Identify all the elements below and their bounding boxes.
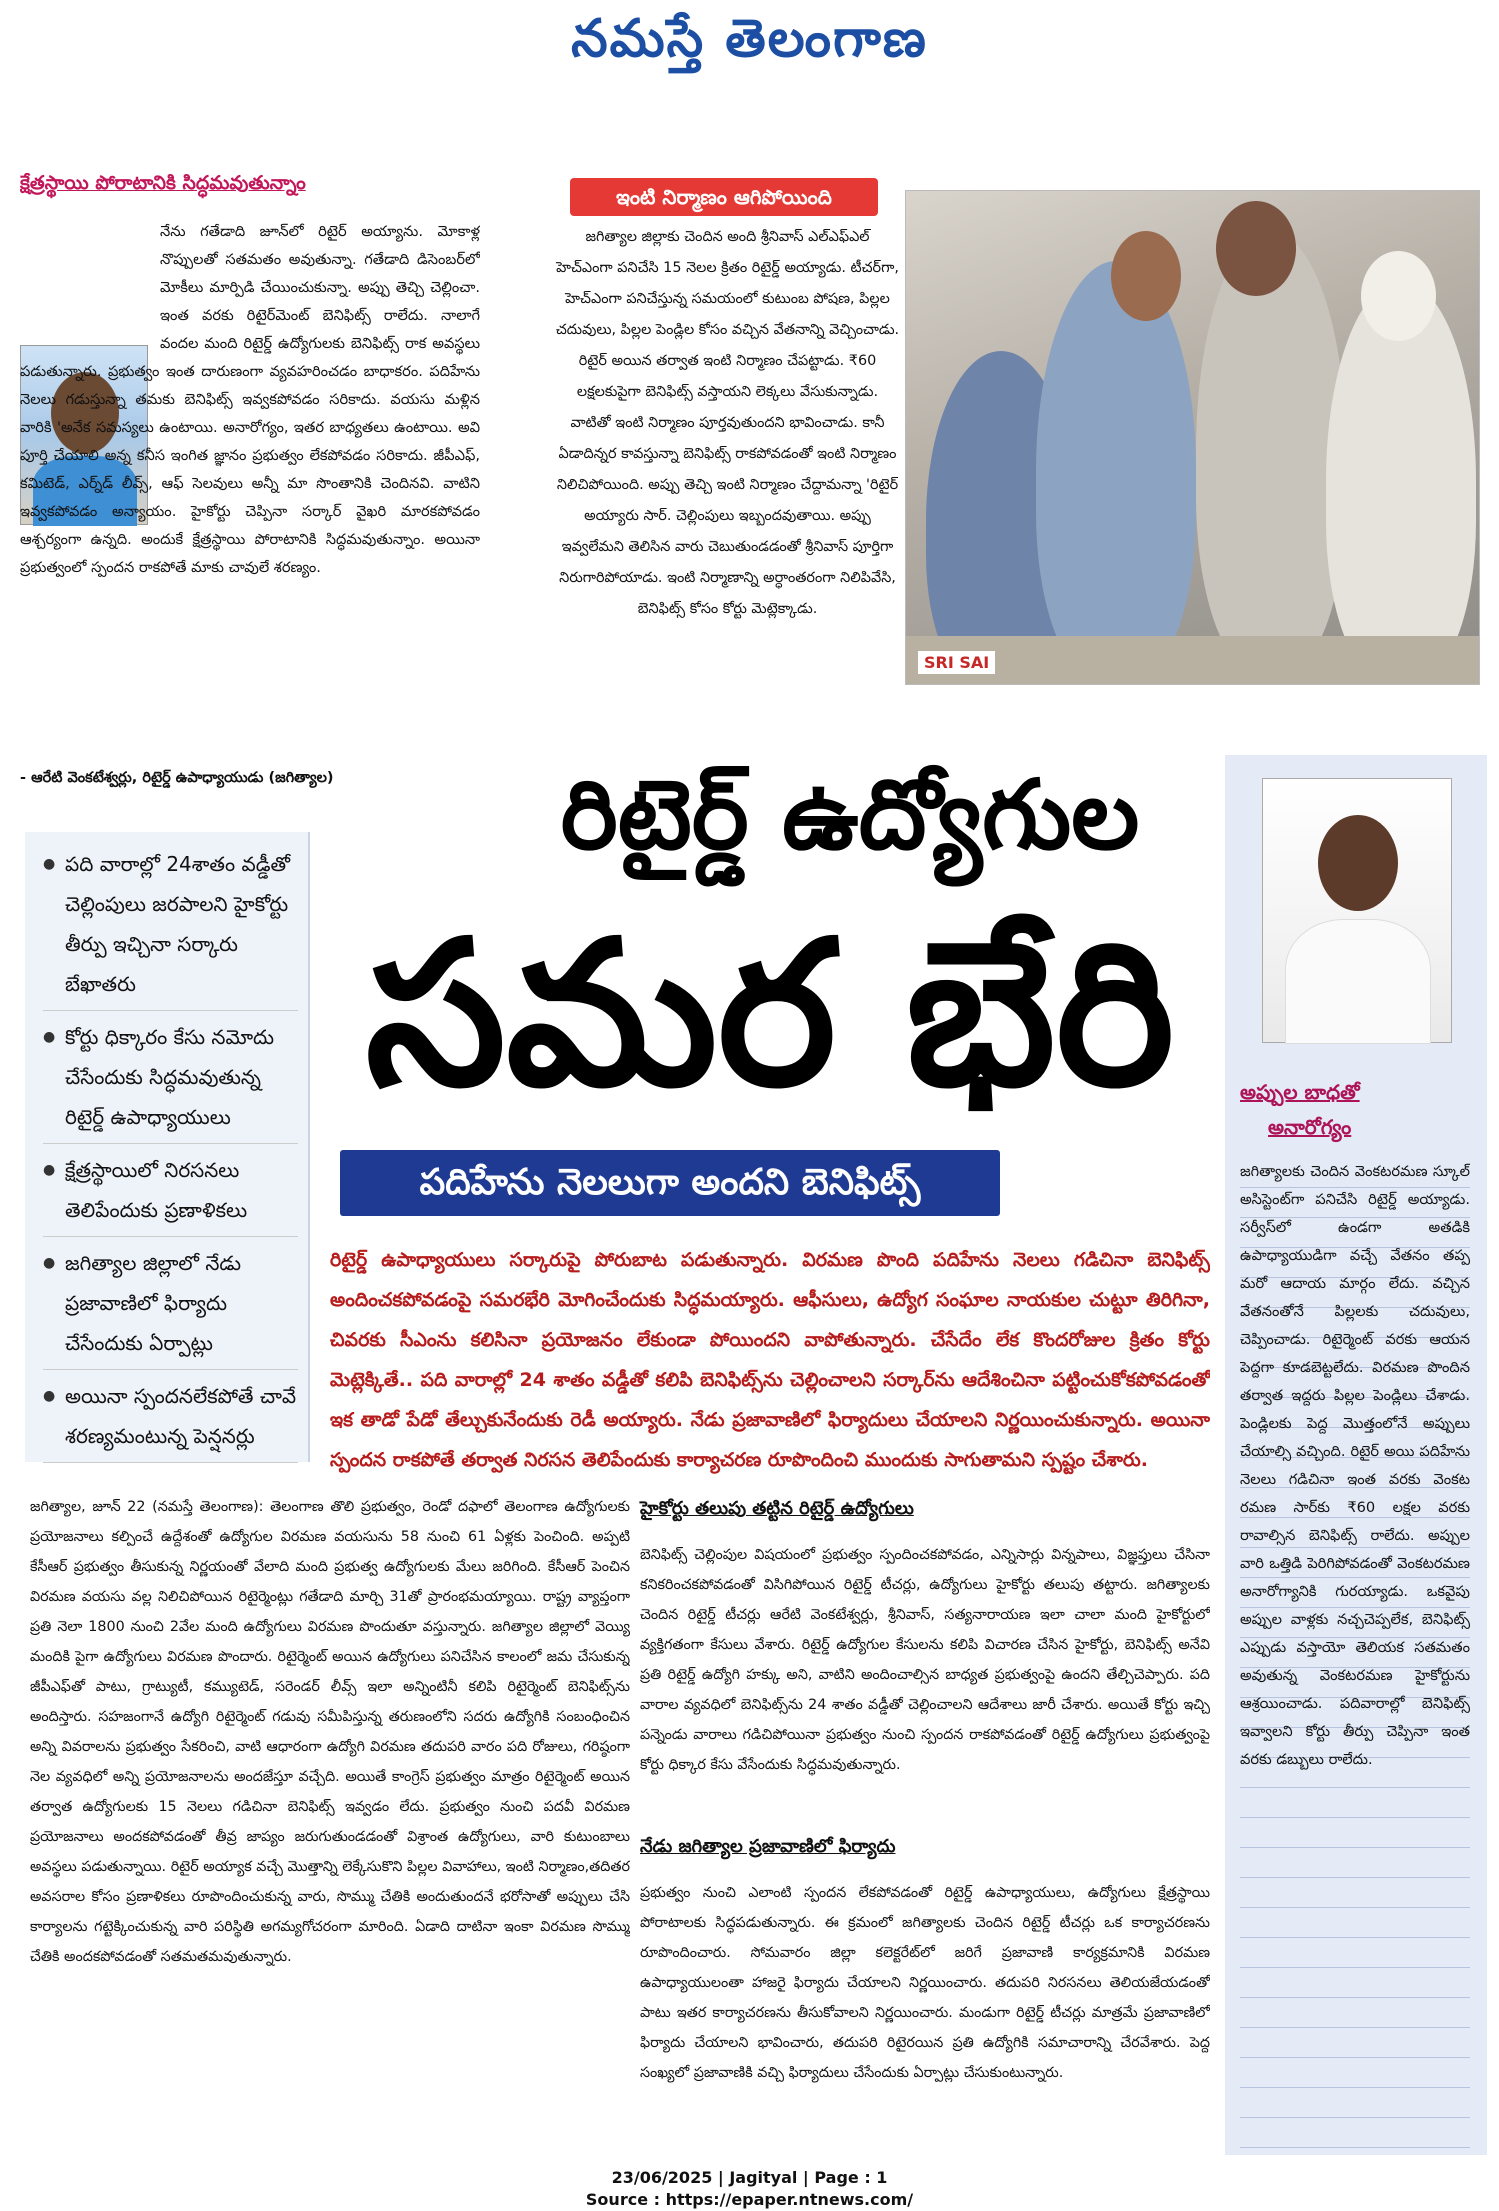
right-story-kicker-2: అనారోగ్యం (1268, 1115, 1352, 1139)
prajavani-story-heading: నేడు జగిత్యాల ప్రజావాణిలో ఫిర్యాదు (640, 1836, 896, 1857)
court-story-heading: హైకోర్టు తలుపు తట్టిన రిటైర్డ్ ఉద్యోగులు (640, 1498, 914, 1519)
headline-line1: రిటైర్డ్ ఉద్యోగుల (560, 759, 1140, 871)
center-story-body: జగిత్యాల జిల్లాకు చెందిన అంది శ్రీనివాస్ ఎల్ఎఫ్ఎల్ హెచ్ఎంగా పనిచేసి 15 నెలల క్రితం రిటైర్డ్ అయ్యాడు. టీచర్‌గా, హెచ్ఎంగా పనిచేస్తున్న సమయంలో కుటుంబ పోషణ, పిల్లల చదువులు, పిల్లల పెండ్లిల కోసం వచ్చిన వేతనాన్ని వెచ్చించాడు. రిటైర్ అయిన తర్వాత ఇంటి నిర్మాణం చేపట్టాడు. ₹60 లక్షలకుపైగా బెనిఫిట్స్ వస్తాయని లెక్కలు వేసుకున్నాడు. వాటితో ఇంటి నిర్మాణం పూర్తవుతుందని భావించాడు. కానీ ఏడాదిన్నర కావస్తున్నా బెనిఫిట్స్ రాకపోవడంతో ఇంటి నిర్మాణం నిలిచిపోయింది. అప్పు తెచ్చి ఇంటి నిర్మాణం చేద్దామన్నా 'రిటైర్ అయ్యారు సార్. చెల్లింపులు ఇబ్బందవుతాయి. అప్పు ఇవ్వలేమని తెలిసిన వారు చెబుతుండడంతో శ్రీనివాస్ పూర్తిగా నిరుగారిపోయాడు. ఇంటి నిర్మాణాన్ని అర్ధాంతరంగా నిలిపివేసి, బెనిఫిట్స్ కోసం కోర్టు మెట్లెక్కాడు. (555, 229, 900, 617)
masthead-title: నమస్తే తెలంగాణ (571, 8, 928, 69)
footer-source: Source : https://epaper.ntnews.com/ (585, 2190, 914, 2209)
highlight-item: ● క్షేత్రస్థాయిలో నిరసనలు తెలిపేందుకు ప్రణాళికలు (43, 1150, 298, 1237)
center-story-tag: ఇంటి నిర్మాణం ఆగిపోయింది (570, 178, 878, 216)
left-story-body (20, 218, 480, 748)
highlight-item: ● కోర్టు ధిక్కారం కేసు నమోదు చేసేందుకు సిద్ధమవుతున్న రిటైర్డ్ ఉపాధ్యాయులు (43, 1017, 298, 1144)
footer-edition: 23/06/2025 | Jagityal | Page : 1 (611, 2168, 888, 2187)
highlight-item: ● అయినా స్పందనలేకపోతే చావే శరణ్యమంటున్న పెన్షనర్లు (43, 1376, 298, 1463)
court-story-body: బెనిఫిట్స్ చెల్లింపుల విషయంలో ప్రభుత్వం స్పందించకపోవడం, ఎన్నిసార్లు విన్నపాలు, విజ్ఞప్తులు చేసినా కనికరించకపోవడంతో విసిగిపోయిన రిటైర్డ్ టీచర్లు, ఉద్యోగులు హైకోర్టు తలుపు తట్టారు. జగిత్యాలకు చెందిన రిటైర్డ్ టీచర్లు ఆరేటి వెంకటేశ్వర్లు, శ్రీనివాస్, సత్యనారాయణ ఇలా చాలా మంది హైకోర్టులో వ్యక్తిగతంగా కేసులు వేశారు. రిటైర్డ్ ఉద్యోగుల కేసులను కలిపి విచారణ చేసిన హైకోర్టు, బెనిఫిట్స్ అనేవి ప్రతి రిటైర్డ్ ఉద్యోగి హక్కు అని, వాటిని అందించాల్సిన బాధ్యత ప్రభుత్వంపై ఉందని తేల్చిచెప్పారు. పది వారాల వ్యవధిలో బెనిఫిట్స్‌ను 24 శాతం వడ్డీతో చెల్లించాలని ఆదేశాలు జారీ చేశారు. అయితే కోర్టు ఇచ్చి పన్నెండు వారాలు గడిచిపోయినా ప్రభుత్వం నుంచి స్పందన రాకపోవడంతో రిటైర్డ్ ఉద్యోగులు ప్రభుత్వంపై కోర్టు ధిక్కార కేసు వేసేందుకు సిద్ధమవుతున్నారు. (640, 1547, 1210, 1773)
highlight-item: ● జగిత్యాల జిల్లాలో నేడు ప్రజావాణిలో ఫిర్యాదు చేసేందుకు ఏర్పాట్లు (43, 1243, 298, 1370)
highlights-list (25, 832, 310, 1462)
right-story-body: జగిత్యాలకు చెందిన వెంకటరమణ స్కూల్ అసిస్టెంట్‌గా పనిచేసి రిటైర్డ్ అయ్యాడు. సర్వీస్‌లో ఉండగా అతడికి ఉపాధ్యాయుడిగా వచ్చే వేతనం తప్ప మరో ఆదాయ మార్గం లేదు. వచ్చిన వేతనంతోనే పిల్లలకు చదువులు, చెప్పించాడు. రిటైర్మెంట్ వరకు ఆయన పెద్దగా కూడబెట్టలేదు. విరమణ పొందిన తర్వాత ఇద్దరు పిల్లల పెండ్లిలు చేశాడు. పెండ్లిలకు పెద్ద మొత్తంలోనే అప్పులు చేయాల్సి వచ్చింది. రిటైర్ అయి పదిహేను నెలలు గడిచినా ఇంత వరకు వెంకట రమణ సార్‌కు ₹60 లక్షల వరకు రావాల్సిన బెనిఫిట్స్ రాలేదు. అప్పుల వారి ఒత్తిడి పెరిగిపోవడంతో వెంకటరమణ అనారోగ్యానికి గురయ్యాడు. ఒకవైపు అప్పుల వాళ్లకు నచ్చచెప్పలేక, బెనిఫిట్స్ ఎప్పుడు వస్తాయో తెలియక సతమతం అవుతున్న వెంకటరమణ హైకోర్టును ఆశ్రయించాడు. పదివారాల్లో బెనిఫిట్స్ ఇవ్వాలని కోర్టు తీర్పు చెప్పినా ఇంత వరకు డబ్బులు రాలేదు. (1240, 1158, 1470, 2148)
story-deck: రిటైర్డ్ ఉపాధ్యాయులు సర్కారుపై పోరుబాట పడుతున్నారు. విరమణ పొంది పదిహేను నెలలు గడిచినా బెనిఫిట్స్ అందించకపోవడంపై సమరభేరి మోగించేందుకు సిద్ధమయ్యారు. ఆఫీసులు, ఉద్యోగ సంఘాల నాయకుల చుట్టూ తిరిగినా, చివరకు సీఎంను కలిసినా ప్రయోజనం లేకుండా పోయిందని వాపోతున్నారు. చేసేదేం లేక కొందరోజుల క్రితం కోర్టు మెట్లెక్కితే.. పది వారాల్లో 24 శాతం వడ్డీతో కలిపి బెనిఫిట్స్‌ను చెల్లించాలని సర్కార్‌ను ఆదేశించినా పట్టించుకోకపోవడంతో ఇక తాడో పేడో తేల్చుకునేందుకు రెడీ అయ్యారు. నేడు ప్రజావాణిలో ఫిర్యాదులు చేయాలని నిర్ణయించుకున్నారు. అయినా స్పందన రాకపోతే తర్వాత నిరసన తెలిపేందుకు కార్యాచరణ రూపొందించి ముందుకు సాగుతామని స్పష్టం చేశారు. (330, 1249, 1210, 1471)
retirees-photo (905, 190, 1480, 685)
right-story-portrait (1262, 778, 1452, 1043)
left-story-byline: - ఆరేటి వెంకటేశ్వర్లు, రిటైర్డ్ ఉపాధ్యాయుడు (జగిత్యాల) (20, 770, 334, 786)
photo-sign: SRI SAI (918, 651, 995, 674)
headline-subhead: పదిహేను నెలలుగా అందని బెనిఫిట్స్ (340, 1150, 1000, 1216)
prajavani-story-body: ప్రభుత్వం నుంచి ఎలాంటి స్పందన లేకపోవడంతో రిటైర్డ్ ఉపాధ్యాయులు, ఉద్యోగులు క్షేత్రస్థాయి పోరాటాలకు సిద్ధపడుతున్నారు. ఈ క్రమంలో జగిత్యాలకు చెందిన రిటైర్డ్ టీచర్లు ఒక కార్యాచరణను రూపొందించారు. సోమవారం జిల్లా కలెక్టరేట్‌లో జరిగే ప్రజావాణి కార్యక్రమానికి విరమణ ఉపాధ్యాయులంతా హాజరై ఫిర్యాదు చేయాలని నిర్ణయించారు. తదుపరి నిరసనలు తెలియజేయడంతో పాటు ఇతర కార్యాచరణను తీసుకోవాలని నిర్ణయించారు. మండుగా రిటైర్డ్ టీచర్లు మాత్రమే ప్రజావాణిలో ఫిర్యాదు చేయాలని భావించారు, తదుపరి రిటైరయిన ప్రతి ఉద్యోగికి సమాచారాన్ని చేరవేశారు. పెద్ద సంఖ్యలో ప్రజావాణికి వచ్చి ఫిర్యాదులు చేసేందుకు ఏర్పాట్లు చేసుకుంటున్నారు. (640, 1885, 1210, 2081)
main-story-body: జగిత్యాల, జూన్ 22 (నమస్తే తెలంగాణ): తెలంగాణ తొలి ప్రభుత్వం, రెండో దఫాలో తెలంగాణ ఉద్యోగులకు ప్రయోజనాలు కల్పించే ఉద్దేశంతో ఉద్యోగుల విరమణ వయసును 58 నుంచి 61 ఏళ్లకు పెంచింది. అప్పటి కేసీఆర్ ప్రభుత్వం తీసుకున్న నిర్ణయంతో వేలాది మంది ప్రభుత్వ ఉద్యోగులకు మేలు జరిగింది. కేసీఆర్ పెంచిన విరమణ వయసు వల్ల నిలిచిపోయిన రిటైర్మెంట్లు గతేడాది మార్చి 31తో ప్రారంభమయ్యాయి. రాష్ట్ర వ్యాప్తంగా ప్రతి నెలా 1800 నుంచి 2వేల మంది ఉద్యోగులు విరమణ పొందుతూ వస్తున్నారు. జగిత్యాల జిల్లాలో వెయ్యి మందికి పైగా ఉద్యోగులు విరమణ పొందారు. రిటైర్మెంట్ అయిన ఉద్యోగులు పనిచేసిన కాలంలో జమ చేసుకున్న జీపీఎఫ్‌తో పాటు, గ్రాట్యుటీ, కమ్యుటెడ్, సరెండర్ లీవ్స్ ఇలా అన్నింటినీ కలిపి రిటైర్మెంట్ బెనిఫిట్స్‌ను అందిస్తారు. సహజంగానే ఉద్యోగి రిటైర్మెంట్ గడువు సమీపిస్తున్న తరుణంలోని సదరు ఉద్యోగికి సంబంధించిన అన్ని వివరాలను ప్రభుత్వం సేకరించి, వాటి ఆధారంగా ఉద్యోగి విరమణ తదుపరి వారం పది రోజులు, గరిష్ఠంగా నెల వ్యవధిలో అన్ని ప్రయోజనాలను అందజేస్తూ వచ్చేది. అయితే కాంగ్రెస్ ప్రభుత్వం మాత్రం రిటైర్మెంట్ అయిన తర్వాత ఉద్యోగులకు 15 నెలలు గడిచినా బెనిఫిట్స్ ఇవ్వడం లేదు. ప్రభుత్వం నుంచి పదవీ విరమణ ప్రయోజనాలు అందకపోవడంతో తీవ్ర జాప్యం జరుగుతుండడంతో విశ్రాంత ఉద్యోగులు, వారి కుటుంబాలు అవస్థలు పడుతున్నాయి. రిటైర్ అయ్యాక వచ్చే మొత్తాన్ని లెక్కేసుకొని పిల్లల వివాహాలు, ఇంటి నిర్మాణం,తదితర అవసరాల కోసం ప్రణాళికలు రూపొందించుకున్న వారు, సొమ్ము చేతికి అందుతుందనే భరోసాతో అప్పులు చేసి కార్యాలను గట్టెక్కించుకున్న వారి పరిస్థితి అగమ్యగోచరంగా మారింది. ఏడాది దాటినా ఇంకా విరమణ సొమ్ము చేతికి అందకపోవడంతో సతమతమవుతున్నారు. (30, 1499, 630, 1965)
left-story-text: నేను గతేడాది జూన్‌లో రిటైర్ అయ్యాను. మోకాళ్ల నొప్పులతో సతమతం అవుతున్నా. గతేడాది డిసెంబర్‌లో మోకీలు మార్పిడి చేయించుకున్నా. అప్పు తెచ్చి చెల్లించా. ఇంత వరకు రిటైర్‌మెంట్ బెనిఫిట్స్ రాలేదు. నాలాగే వందల మంది రిటైర్డ్ ఉద్యోగులకు బెనిఫిట్స్ రాక అవస్థలు పడుతున్నారు. ప్రభుత్వం ఇంత దారుణంగా వ్యవహరించడం బాధాకరం. పదిహేను నెలలు గడుస్తున్నా తమకు బెనిఫిట్స్ ఇవ్వకపోవడం సరికాదు. వయసు మళ్లిన వారికి 'అనేక సమస్యలు ఉంటాయి. అనారోగ్యం, ఇతర బాధ్యతలు ఉంటాయి. అవి పూర్తి చేయాలి అన్న కనీస ఇంగిత జ్ఞానం ప్రభుత్వం లేకపోవడం సరికాదు. జీపీఎఫ్, కమిటెడ్, ఎర్న్‌డ్ లీవ్స్, ఆఫ్ సెలవులు అన్నీ మా సొంతానికి చెందినవి. వాటిని ఇవ్వకపోవడం అన్యాయం. హైకోర్టు చెప్పినా సర్కార్ వైఖరి మారకపోవడం ఆశ్చర్యంగా ఉన్నది. అందుకే క్షేత్రస్థాయి పోరాటానికి సిద్ధమవుతున్నాం. అయినా ప్రభుత్వంలో స్పందన రాకపోతే మాకు చావులే శరణ్యం. (20, 223, 480, 576)
highlight-item: ● పది వారాల్లో 24శాతం వడ్డీతో చెల్లింపులు జరపాలని హైకోర్టు తీర్పు ఇచ్చినా సర్కారు బేఖాతరు (43, 844, 298, 1011)
left-story-kicker: క్షేత్రస్థాయి పోరాటానికి సిద్ధమవుతున్నాం (20, 172, 306, 194)
right-story-kicker-1: అప్పుల బాధతో (1240, 1080, 1360, 1104)
headline-line2: సమర భేరి (365, 898, 1175, 1131)
